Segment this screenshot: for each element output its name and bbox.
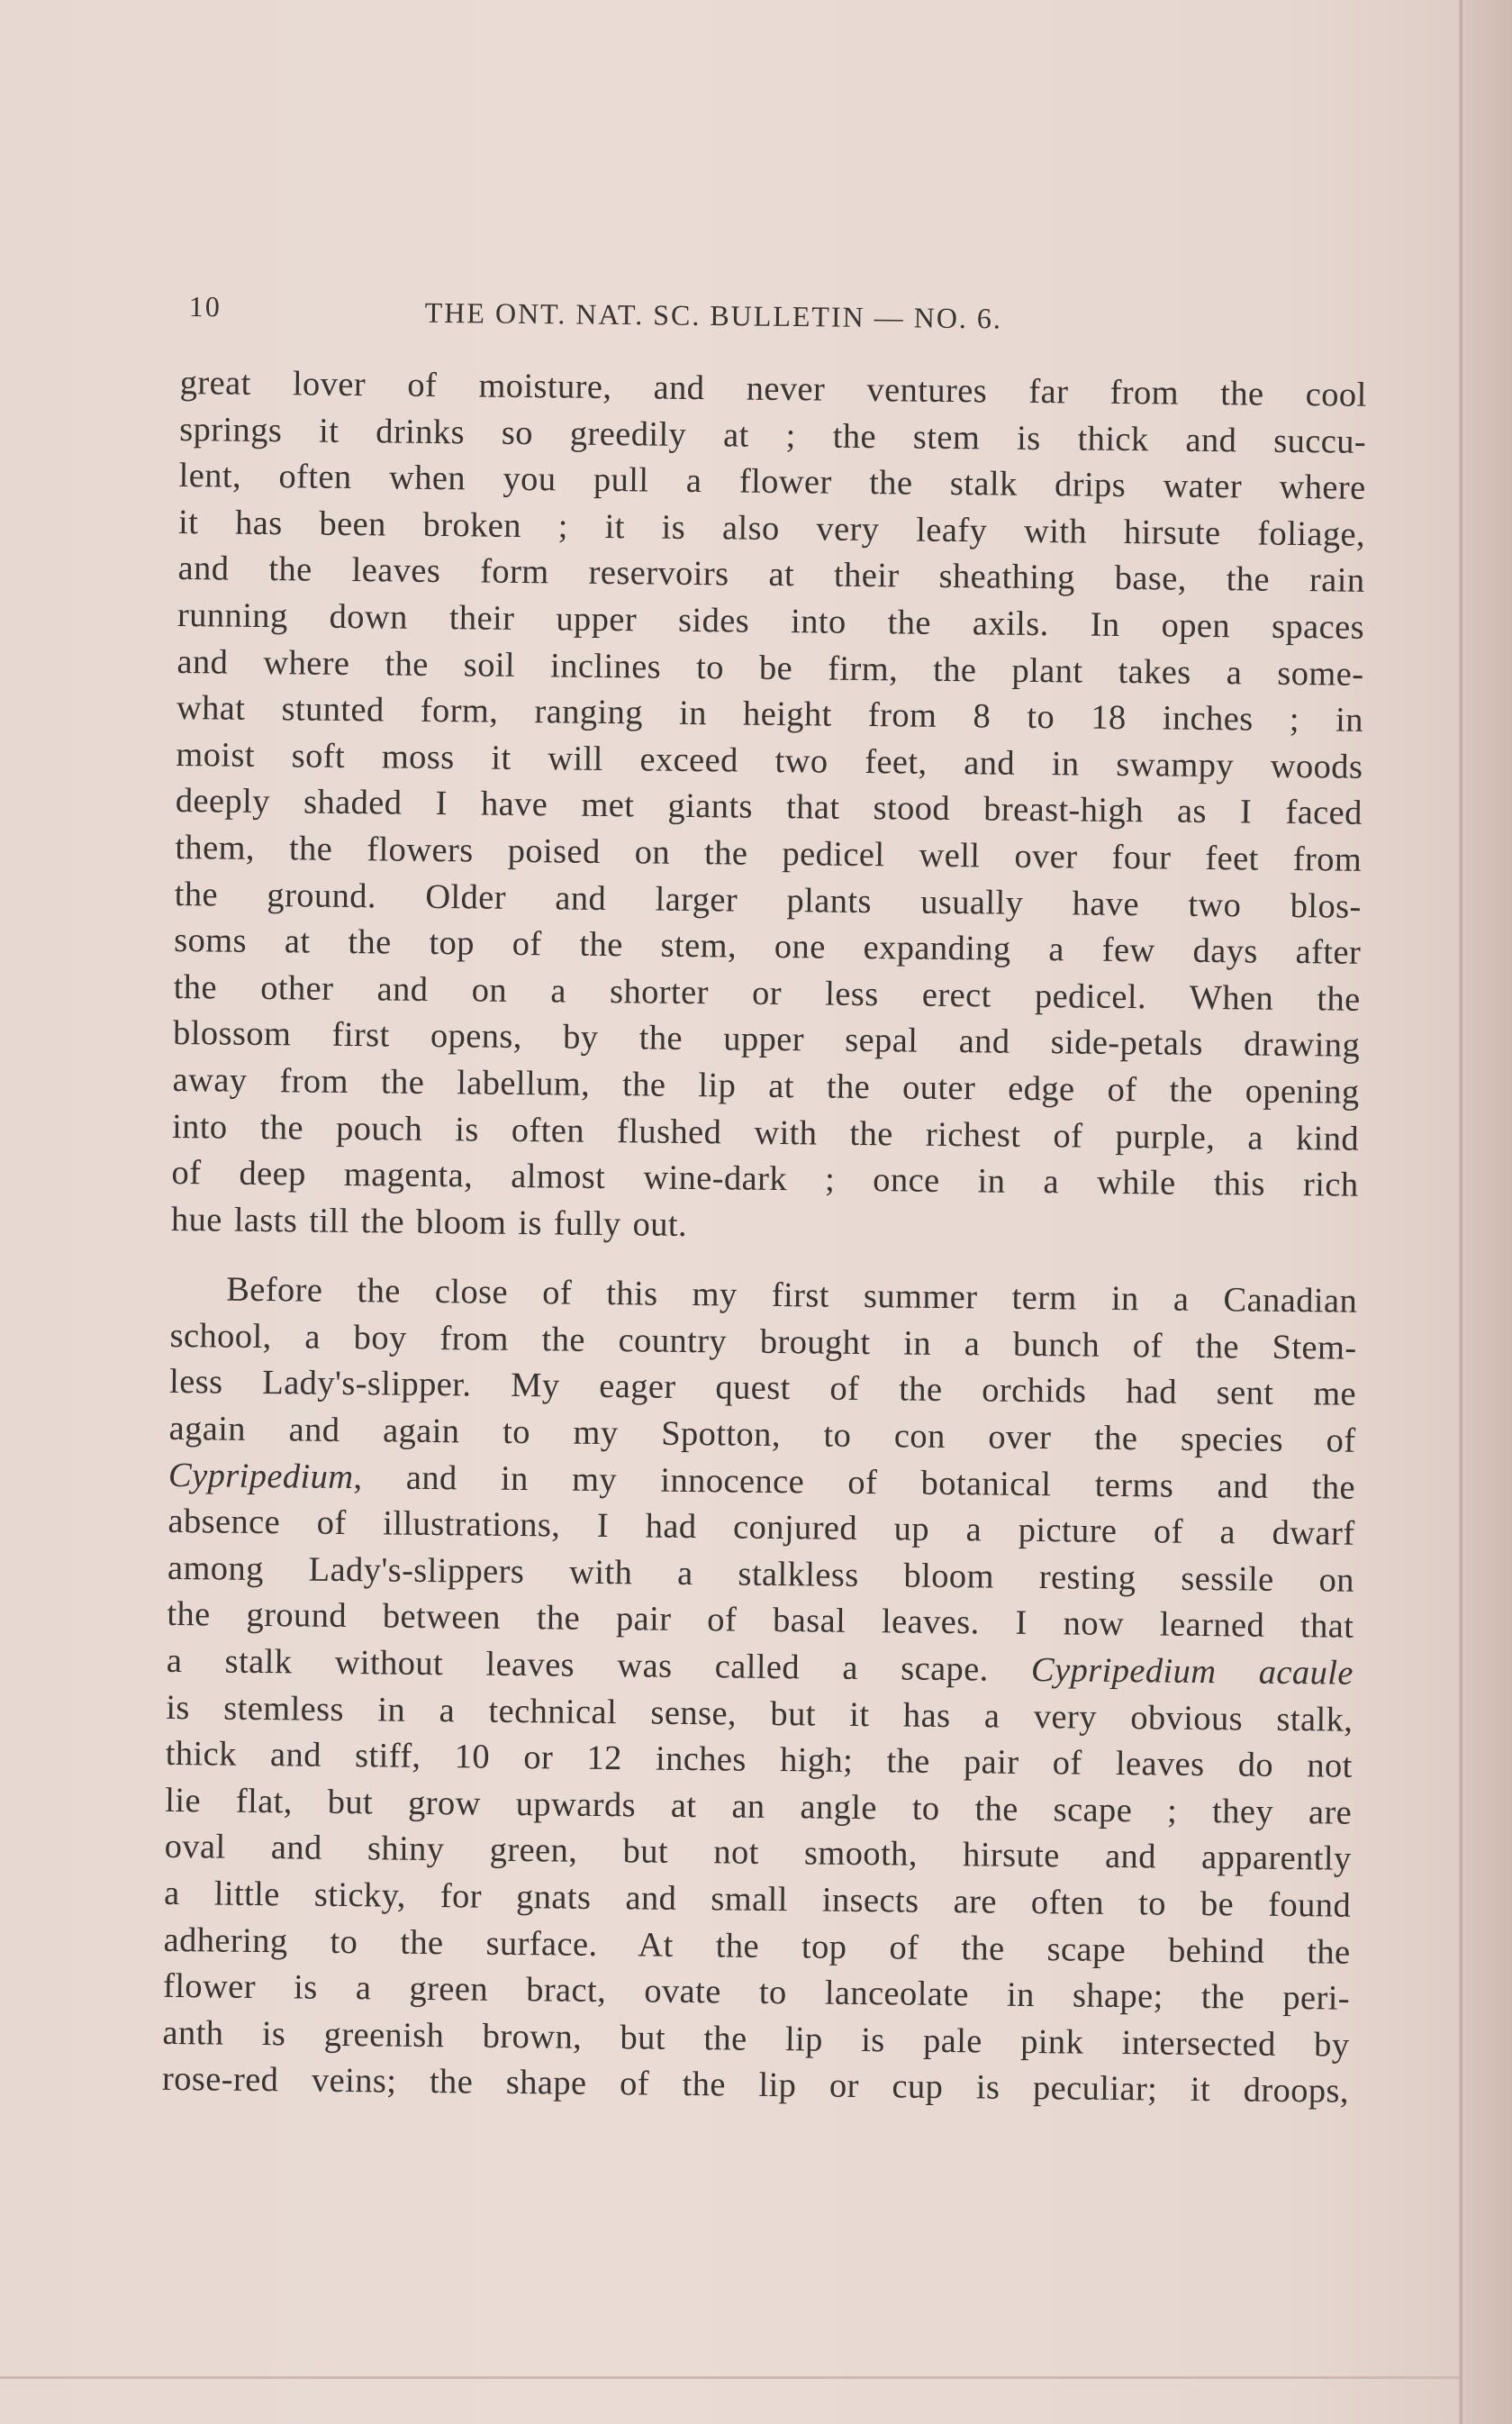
text-line: them, the flowers poised on the pedicel well over four feet from bbox=[175, 828, 1363, 879]
botanical-name: Cypripedium bbox=[167, 1456, 354, 1496]
text-line: lent, often when you pull a flower the stalk drips water where bbox=[178, 457, 1366, 507]
text-line: school, a boy from the country brought in a bunch of the Stem- bbox=[169, 1316, 1357, 1367]
text-line: thick and stiff, 10 or 12 inches high; the pair of leaves do not bbox=[165, 1735, 1353, 1785]
text-line: anth is greenish brown, but the lip is pale pink intersected by bbox=[162, 2013, 1350, 2065]
text-line: a little sticky, for gnats and small insects are often to be found bbox=[163, 1874, 1352, 1925]
header-title: THE ONT. NAT. SC. BULLETIN — NO. 6. bbox=[424, 295, 1003, 335]
text-line: oval and shiny green, but not smooth, hirsute and apparently bbox=[164, 1828, 1352, 1879]
text-line: it has been broken ; it is also very leafy with hirsute foliage, bbox=[177, 503, 1366, 554]
text-line: the ground between the pair of basal leaves. I now learned that bbox=[167, 1595, 1354, 1647]
text-line: great lover of moisture, and never ventures far from the cool bbox=[179, 363, 1367, 414]
text-line: of deep magenta, almost wine-dark ; once in a while this rich bbox=[171, 1154, 1359, 1204]
botanical-name: Cypripedium acaule bbox=[1030, 1651, 1354, 1693]
text-line: hue lasts till the bloom is fully out. bbox=[170, 1200, 688, 1244]
text-line: soms at the top of the stem, one expanding a few days after bbox=[174, 921, 1362, 972]
paragraph-2 bbox=[162, 1266, 1358, 2115]
text-line-italic-end: a stalk without leaves was called a scape. Cypripedium acaule bbox=[166, 1641, 1354, 1693]
text-line: springs it drinks so greedily at ; the stem is thick and succu- bbox=[178, 410, 1367, 461]
text-line: lie flat, but grow upwards at an angle to the scape ; they are bbox=[165, 1781, 1353, 1832]
text-line: less Lady's-slipper. My eager quest of the orchids had sent me bbox=[168, 1363, 1357, 1414]
page-bottom-edge bbox=[0, 2376, 1459, 2379]
text-line: among Lady's-slippers with a stalkless bloom resting sessile on bbox=[167, 1548, 1355, 1600]
text-line: the ground. Older and larger plants usually have two blos- bbox=[174, 875, 1362, 926]
text-line: rose-red veins; the shape of the lip or cup is peculiar; it droops, bbox=[161, 2060, 1350, 2111]
text-line: is stemless in a technical sense, but it has a very obvious stalk, bbox=[166, 1688, 1354, 1739]
page-edge-shadow bbox=[1462, 0, 1512, 2424]
text-line: absence of illustrations, I had conjured up a picture of a dwarf bbox=[167, 1503, 1355, 1553]
text-line: flower is a green bract, ovate to lanceolate in shape; the peri- bbox=[162, 1967, 1351, 2018]
text-line: away from the labellum, the lip at the outer edge of the opening bbox=[172, 1060, 1360, 1112]
page-number: 10 bbox=[188, 290, 222, 323]
running-header bbox=[188, 290, 1134, 345]
text-line: the other and on a shorter or less erect pedicel. When the bbox=[173, 967, 1361, 1019]
text-line: moist soft moss it will exceed two feet, and in swampy woods bbox=[176, 735, 1363, 786]
text-line: running down their upper sides into the axils. In open spaces bbox=[177, 595, 1365, 647]
text-line: and the leaves form reservoirs at their sheathing base, the rain bbox=[177, 549, 1365, 601]
text-line: blossom first opens, by the upper sepal and side-petals drawing bbox=[172, 1014, 1361, 1066]
paragraph-1 bbox=[171, 360, 1367, 1256]
text-line: adhering to the surface. At the top of the scape behind the bbox=[163, 1920, 1351, 1972]
text-line: what stunted form, ranging in height from 8 to 18 inches ; in bbox=[176, 689, 1364, 740]
text-line: Before the close of this my first summer term in a Canadian bbox=[225, 1270, 1358, 1321]
text-line: deeply shaded I have met giants that stood breast-high as I faced bbox=[175, 782, 1363, 833]
text-line: into the pouch is often flushed with the richest of purple, a kind bbox=[171, 1107, 1360, 1158]
text-line: and where the soil inclines to be firm, the plant takes a some- bbox=[177, 642, 1364, 694]
body-text bbox=[162, 360, 1367, 2116]
text-line: again and again to my Spotton, to con over the species of bbox=[168, 1409, 1356, 1460]
page-edge bbox=[1459, 0, 1462, 2424]
text-line-italic-start: Cypripedium, and in my innocence of botanical terms and the bbox=[167, 1456, 1356, 1507]
